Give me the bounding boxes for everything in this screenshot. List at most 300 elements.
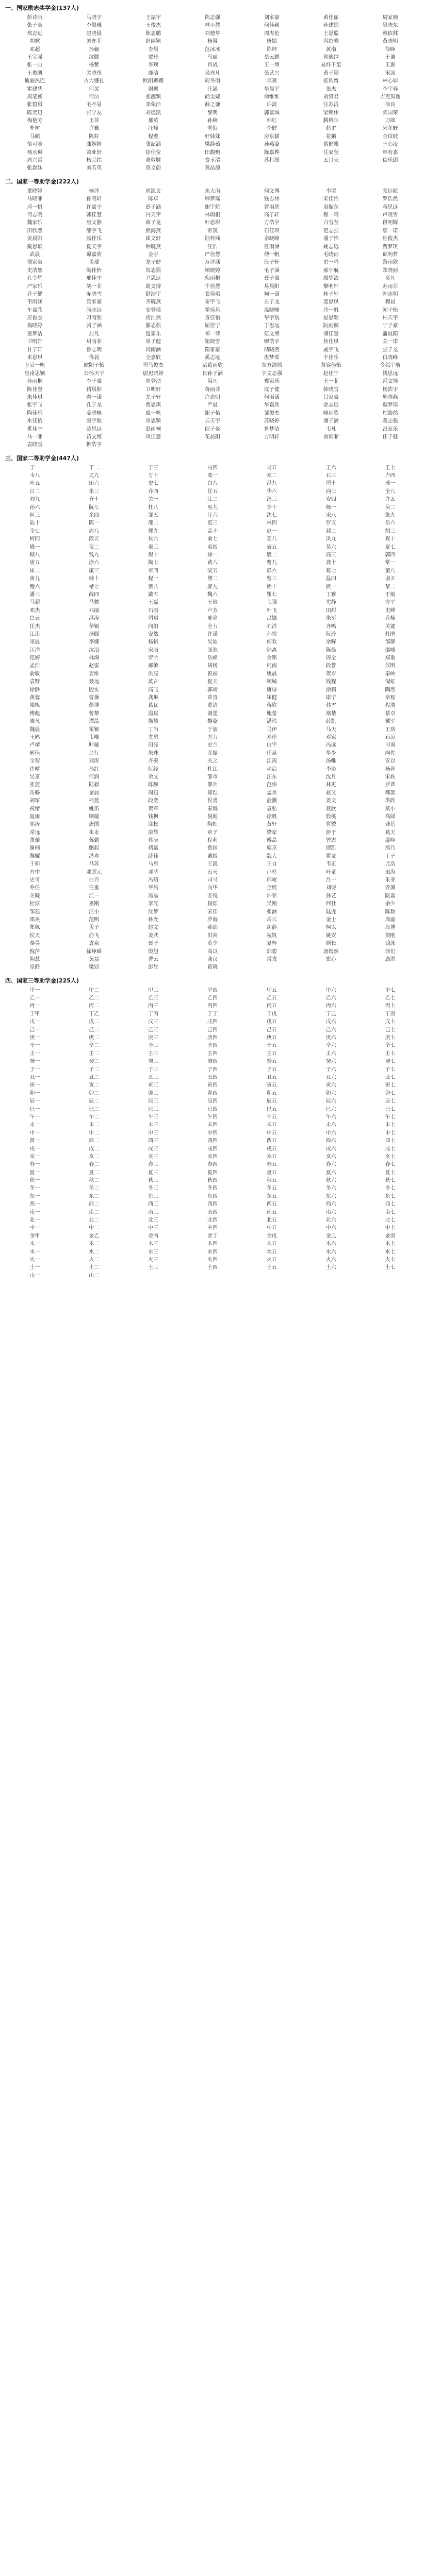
student-name: 戌三 <box>148 1146 159 1152</box>
student-name: 段明辉 <box>382 220 398 226</box>
student-name: 庚七 <box>385 1035 396 1041</box>
student-name: 崔二 <box>29 568 40 574</box>
student-name: 丙一 <box>29 1003 40 1009</box>
student-name: 秦岭 <box>385 671 396 677</box>
student-name: 杜俊杰 <box>382 236 398 242</box>
student-name: 沈梦 <box>148 909 159 915</box>
student-name: 赵一 <box>266 528 277 534</box>
student-name: 腾格尔 <box>323 118 339 124</box>
student-name: 曾志 <box>325 838 336 844</box>
student-name: 东二 <box>89 1193 100 1199</box>
student-name: 黎明 <box>207 110 218 116</box>
student-name: 唐嫣然 <box>323 948 339 955</box>
student-name: 董璇 <box>29 838 40 844</box>
student-name: 谢子怡 <box>204 410 220 416</box>
student-name: 褚七 <box>89 584 100 590</box>
student-name: 丁甲 <box>29 1011 40 1017</box>
student-name: 唐国 <box>89 822 100 828</box>
student-name: 金己 <box>325 1233 336 1239</box>
student-name: 王振宇 <box>145 15 161 21</box>
student-name: 庚三 <box>148 1035 159 1041</box>
student-name: 姚晨 <box>266 671 277 677</box>
student-name: 谭晶 <box>89 719 100 725</box>
student-name: 春六 <box>325 1162 336 1168</box>
student-name: 任雨涵 <box>264 244 280 250</box>
student-name: 黄磊 <box>89 956 100 962</box>
student-name: 王鸥 <box>29 734 40 740</box>
student-name: 刘诗 <box>325 885 336 891</box>
student-name: 程一鸣 <box>323 212 339 218</box>
student-name: 裴佳琪 <box>204 291 220 297</box>
student-name: 乙七 <box>385 995 396 1002</box>
student-name: 杨宗纬 <box>86 158 102 164</box>
student-name: 关晓彤 <box>86 70 102 76</box>
student-name: 西六 <box>325 1201 336 1208</box>
student-name: 卢靖 <box>29 742 40 749</box>
student-name: 乔楠 <box>385 616 396 622</box>
student-name: 江南 <box>29 631 40 637</box>
student-name: 侯天 <box>29 933 40 939</box>
student-name: 杜鹃 <box>385 631 396 637</box>
student-name: 叶飞 <box>266 607 277 614</box>
student-name: 戊三 <box>148 1019 159 1025</box>
student-name: 杨一 <box>325 504 336 511</box>
student-name: 岳六 <box>385 520 396 527</box>
student-name: 顾八 <box>29 552 40 558</box>
student-name: 黎姿 <box>207 719 218 725</box>
student-name: 祝福 <box>207 671 218 677</box>
student-name: 春四 <box>207 1162 218 1168</box>
student-name: 薛凯 <box>325 719 336 725</box>
student-name: 好妹妹 <box>204 133 220 140</box>
student-name: 水四 <box>207 1249 218 1255</box>
student-name: 王宝强 <box>27 54 43 60</box>
student-name: 刘家豪 <box>264 15 280 21</box>
student-name: 吴二 <box>385 504 396 511</box>
student-name: 寅一 <box>29 1082 40 1089</box>
student-name: 周梦洁 <box>145 379 161 385</box>
student-name: 史峰 <box>385 607 396 614</box>
name-grid <box>5 987 420 1280</box>
student-name: 未二 <box>89 1122 100 1128</box>
student-name: 宋雨 <box>148 647 159 653</box>
student-name: 陶慧 <box>29 956 40 962</box>
student-name: 赵雷 <box>89 663 100 669</box>
student-name: 沈腾 <box>89 54 100 60</box>
student-name: 邵峰 <box>385 647 396 653</box>
student-name: 骆子涵 <box>86 323 102 329</box>
student-name: 申五 <box>266 1130 277 1136</box>
student-name: 汪浩 <box>207 244 218 250</box>
student-name: 孙燕姿 <box>264 142 280 148</box>
student-name: 庚二 <box>89 1035 100 1041</box>
student-name: 袁四 <box>207 544 218 550</box>
student-name: 关一 <box>148 497 159 503</box>
student-name: 俞灏 <box>266 798 277 804</box>
student-name: 火一 <box>29 1257 40 1263</box>
student-name: 尚雯婕 <box>204 94 220 100</box>
student-name: 东四 <box>207 1193 218 1199</box>
student-name: 巫启 <box>266 766 277 772</box>
student-name: 五月天 <box>323 158 339 164</box>
student-name: 朱三 <box>89 488 100 495</box>
student-name: 石三 <box>325 473 336 479</box>
student-name: 巳五 <box>266 1106 277 1112</box>
student-name: 丑六 <box>325 1075 336 1080</box>
student-name: 辛七 <box>385 1043 396 1049</box>
student-name: 侯六 <box>148 536 159 543</box>
student-name: 南七 <box>385 1209 396 1215</box>
student-name: 赵佳宁 <box>323 370 339 377</box>
student-name: 康三 <box>89 568 100 574</box>
student-name: 沈月 <box>325 774 336 780</box>
student-name: 郑佩 <box>29 925 40 931</box>
student-name: 申二 <box>89 1130 100 1136</box>
student-name: 余四 <box>89 513 100 519</box>
student-name: 春一 <box>29 1162 40 1168</box>
student-name: 姜武 <box>148 933 159 939</box>
student-name: 石刚 <box>148 607 159 614</box>
student-name: 何雨涵 <box>264 394 280 400</box>
student-name: 沈子健 <box>264 386 280 393</box>
student-name: 高圆 <box>385 814 396 820</box>
student-name: 葛晓 <box>207 964 218 971</box>
student-name: 戴五 <box>148 591 159 598</box>
student-name: 董晓婷 <box>27 188 43 194</box>
student-name: 柯一诺 <box>264 291 280 297</box>
student-name: 宋佳 <box>207 909 218 915</box>
student-name: 西五 <box>266 1201 277 1208</box>
student-name: 汤三 <box>266 497 277 503</box>
student-name: 褚晨阳 <box>86 386 102 393</box>
student-name: 石天 <box>207 869 218 875</box>
student-name: 桂子轩 <box>323 291 339 297</box>
student-name: 邢亮 <box>207 616 218 622</box>
student-name: 公孙天宇 <box>84 370 105 377</box>
student-name: 柏天宇 <box>382 315 398 321</box>
student-name: 刘洋 <box>266 623 277 630</box>
student-name: 韩雪 <box>325 703 336 709</box>
student-name: 严晨 <box>207 402 218 409</box>
student-name: 华晨宇 <box>264 86 280 92</box>
student-name: 张远航 <box>382 188 398 194</box>
student-name: 程浩 <box>385 703 396 709</box>
student-name: 孟浩 <box>29 663 40 669</box>
student-name: 梅艳芳 <box>27 118 43 124</box>
student-name: 方明轩 <box>264 434 280 440</box>
student-name: 葛优 <box>148 703 159 709</box>
student-name: 张学友 <box>86 110 102 116</box>
student-name: 肖战 <box>207 62 218 69</box>
student-name: 郑九 <box>148 528 159 534</box>
student-name: 周家驹 <box>382 15 398 21</box>
student-name: 曾三 <box>266 576 277 582</box>
student-name: 范志强 <box>323 228 339 234</box>
student-name: 宋轶 <box>385 774 396 780</box>
student-name: 己三 <box>148 1027 159 1033</box>
student-name: 吕娜 <box>266 616 277 622</box>
student-name: 土六 <box>325 1265 336 1271</box>
student-name: 叶童 <box>325 869 336 875</box>
student-name: 李晨曦 <box>86 23 102 29</box>
student-name: 俞七 <box>207 536 218 543</box>
student-name: 杨丞琳 <box>27 149 43 156</box>
student-name: 林雨桐 <box>204 212 220 218</box>
student-name: 刘九 <box>29 497 40 503</box>
student-name: 全嘉欣 <box>145 355 161 361</box>
student-name: 谢娜 <box>148 86 159 92</box>
student-name: 辰三 <box>148 1098 159 1105</box>
student-name: 蒲晨阳 <box>382 331 398 337</box>
student-name: 崔健 <box>266 695 277 701</box>
student-name: 魏晨 <box>29 726 40 733</box>
student-name: 许嘉宁 <box>86 204 102 210</box>
student-name: 洪亮 <box>148 671 159 677</box>
student-name: 罗浩然 <box>382 196 398 202</box>
student-name: 范婷 <box>29 655 40 662</box>
student-name: 徐佳莹 <box>145 149 161 156</box>
student-name: 仇晓峰 <box>382 355 398 361</box>
student-name: 胡静 <box>266 925 277 931</box>
student-name: 花粥 <box>325 133 336 140</box>
student-name: 壬四 <box>207 1050 218 1057</box>
student-name: 李宇春 <box>382 86 398 92</box>
student-name: 任子健 <box>382 434 398 440</box>
student-name: 葛志强 <box>382 418 398 425</box>
student-name: 房浩然 <box>145 315 161 321</box>
student-name: 陆离 <box>266 647 277 653</box>
student-name: 李娜 <box>89 639 100 646</box>
student-name: 丑四 <box>207 1075 218 1080</box>
student-name: 林允 <box>148 917 159 923</box>
student-name: 苗文博 <box>86 434 102 440</box>
student-name: 甲一 <box>29 987 40 993</box>
student-name: 张弛 <box>207 647 218 653</box>
student-name: 孙明轩 <box>86 196 102 202</box>
student-name: 任家萱 <box>323 149 339 156</box>
student-name: 陈志鹏 <box>145 30 161 37</box>
student-name: 魏梦瑶 <box>382 402 398 409</box>
student-name: 黄渤 <box>325 46 336 53</box>
student-name: 齐晓燕 <box>145 299 161 306</box>
student-name: 薛佳 <box>148 853 159 859</box>
student-name: 罗兰 <box>148 655 159 662</box>
student-name: 郭富城 <box>264 110 280 116</box>
student-name: 春二 <box>89 1162 100 1168</box>
student-name: 姚笛 <box>89 806 100 812</box>
student-name: 范明 <box>89 917 100 923</box>
student-name: 万诗涵 <box>204 260 220 266</box>
student-name: 关键 <box>385 623 396 630</box>
section-title: 一、国家励志奖学金(137人) <box>5 5 79 11</box>
student-name: 北七 <box>385 1217 396 1224</box>
student-name: 龚蓓 <box>385 822 396 828</box>
student-name: 姜晓峰 <box>86 410 102 416</box>
student-name: 戌五 <box>266 1146 277 1152</box>
student-name: 邓萃 <box>148 869 159 875</box>
student-name: 丁当 <box>148 726 159 733</box>
student-name: 殷桃 <box>325 814 336 820</box>
student-name: 宋茜 <box>385 70 396 76</box>
student-name: 姜晨阳 <box>27 236 43 242</box>
student-name: 华晨 <box>148 885 159 891</box>
student-name: 陈一 <box>89 520 100 527</box>
student-name: 殷实 <box>89 687 100 693</box>
student-name: 戌一 <box>29 1146 40 1152</box>
student-name: 辛一 <box>29 1043 40 1049</box>
student-name: 尤静 <box>325 600 336 606</box>
student-name: 吕家豪 <box>323 394 339 400</box>
student-name: 宋冬野 <box>382 126 398 132</box>
student-name: 熊海燕 <box>145 228 161 234</box>
student-name: 黄八 <box>207 560 218 566</box>
student-name: 袁弘 <box>266 806 277 812</box>
student-name: 李现 <box>148 62 159 69</box>
student-name: 西七 <box>385 1201 396 1208</box>
student-name: 孙楠 <box>207 118 218 124</box>
student-name: 秋七 <box>385 1178 396 1184</box>
student-name: 子六 <box>325 1066 336 1073</box>
student-name: 汤圆 <box>89 631 100 637</box>
student-name: 土五 <box>266 1265 277 1271</box>
student-name: 谢五 <box>385 576 396 582</box>
student-name: 萧敬腾 <box>145 158 161 164</box>
student-name: 郑爽 <box>266 78 277 84</box>
student-name: 辰七 <box>385 1098 396 1105</box>
student-name: 章程 <box>385 695 396 701</box>
student-name: 王一菲 <box>323 379 339 385</box>
student-name: 顾晓婷 <box>204 267 220 274</box>
student-name: 张杰 <box>325 86 336 92</box>
student-name: 蔡健雅 <box>323 142 339 148</box>
student-name: 杨烁 <box>207 901 218 907</box>
student-name: 张韶涵 <box>145 142 161 148</box>
student-name: 丙五 <box>266 1003 277 1009</box>
student-name: 水七 <box>385 1249 396 1255</box>
student-name: 吕一 <box>325 877 336 884</box>
student-name: 储佳慧 <box>323 331 339 337</box>
student-name: 汪小 <box>89 909 100 915</box>
student-name: 上官一帆 <box>24 363 45 369</box>
student-name: 亥六 <box>325 1154 336 1160</box>
student-name: 王磊 <box>148 600 159 606</box>
award-section <box>5 977 420 1280</box>
student-name: 酉二 <box>89 1138 100 1144</box>
student-name: 冷一帆 <box>323 307 339 313</box>
student-name: 唐五 <box>29 560 40 566</box>
student-name: 熊黛 <box>148 719 159 725</box>
student-name: 冯涛 <box>89 616 100 622</box>
student-name: 郝蕾 <box>385 790 396 796</box>
student-name: 孔子龙 <box>86 402 102 409</box>
student-name: 水五 <box>266 1249 277 1255</box>
student-name: 陶佳怡 <box>86 267 102 274</box>
student-name: 常戎 <box>266 956 277 962</box>
student-name: 庞晓雪 <box>86 291 102 297</box>
student-name: 余文 <box>148 774 159 780</box>
student-name: 齐秦 <box>148 758 159 765</box>
name-grid <box>5 188 420 449</box>
student-name: 卯七 <box>385 1090 396 1096</box>
student-name: 郭碧 <box>266 948 277 955</box>
student-name: 山一 <box>29 1273 40 1279</box>
student-name: 乙四 <box>207 995 218 1002</box>
student-name: 水三 <box>148 1249 159 1255</box>
student-name: 安四 <box>325 497 336 503</box>
student-name: 张惠妹 <box>27 165 43 172</box>
student-name: 陆虎 <box>325 909 336 915</box>
student-name: 何润 <box>89 774 100 780</box>
student-name: 胡歌 <box>29 39 40 45</box>
student-name: 杨帆 <box>148 639 159 646</box>
student-name: 张碧晨 <box>27 102 43 108</box>
student-name: 夏三 <box>148 1170 159 1176</box>
student-name: 章思颖 <box>145 418 161 425</box>
student-name: 蔡依林 <box>382 30 398 37</box>
student-name: 马晓宇 <box>86 15 102 21</box>
student-name: 朱亚 <box>385 877 396 884</box>
student-name: 张宇飞 <box>27 402 43 409</box>
student-name: 左子龙 <box>264 299 280 306</box>
student-name: 郑重 <box>385 655 396 662</box>
student-name: 郝敏 <box>148 663 159 669</box>
student-name: 田馥甄 <box>204 149 220 156</box>
student-name: 殷旭 <box>148 948 159 955</box>
award-section <box>5 4 420 173</box>
student-name: 贺军 <box>148 806 159 812</box>
student-name: 薛之谦 <box>204 102 220 108</box>
student-name: 北六 <box>325 1217 336 1224</box>
student-name: 杨蓉 <box>385 766 396 772</box>
student-name: 司十 <box>325 481 336 487</box>
student-name: 何炅 <box>89 86 100 92</box>
student-name: 陆梓涵 <box>204 236 220 242</box>
student-name: 卯四 <box>207 1090 218 1096</box>
student-name: 木七 <box>385 1241 396 1247</box>
student-name: 马丽 <box>207 54 218 60</box>
student-name: 吴凡 <box>207 379 218 385</box>
student-name: 郑家乐 <box>264 379 280 385</box>
student-name: 孙俪 <box>89 46 100 53</box>
student-name: 胡三 <box>385 528 396 534</box>
student-name: 北一 <box>29 1217 40 1224</box>
student-name: 司琪 <box>148 616 159 622</box>
student-name: 邹俊杰 <box>264 410 280 416</box>
student-name: 车嘉欣 <box>27 307 43 313</box>
student-name: 火六 <box>325 1257 336 1263</box>
student-name: 于波 <box>207 726 218 733</box>
student-name: 夏雨 <box>29 814 40 820</box>
student-name: 尤九 <box>89 473 100 479</box>
student-name: 黎明轩 <box>323 283 339 290</box>
student-name: 倪萍 <box>29 948 40 955</box>
student-name: 毛晓雨 <box>323 251 339 258</box>
student-name: 丁乙 <box>89 1011 100 1017</box>
student-name: 孙雨桐 <box>27 379 43 385</box>
student-name: 全八 <box>385 488 396 495</box>
student-name: 柯南 <box>266 663 277 669</box>
student-name: 王思聪 <box>323 30 339 37</box>
student-name: 丁己 <box>325 1011 336 1017</box>
student-name: 吴迪 <box>207 639 218 646</box>
student-name: 阮雨桐 <box>323 323 339 329</box>
student-name: 瞿七 <box>266 591 277 598</box>
student-name: 舒浩宇 <box>145 291 161 297</box>
student-name: 鹿晗 <box>148 70 159 76</box>
student-name: 水六 <box>325 1249 336 1255</box>
student-name: 辰五 <box>266 1098 277 1105</box>
student-name: 金丙 <box>148 1233 159 1239</box>
